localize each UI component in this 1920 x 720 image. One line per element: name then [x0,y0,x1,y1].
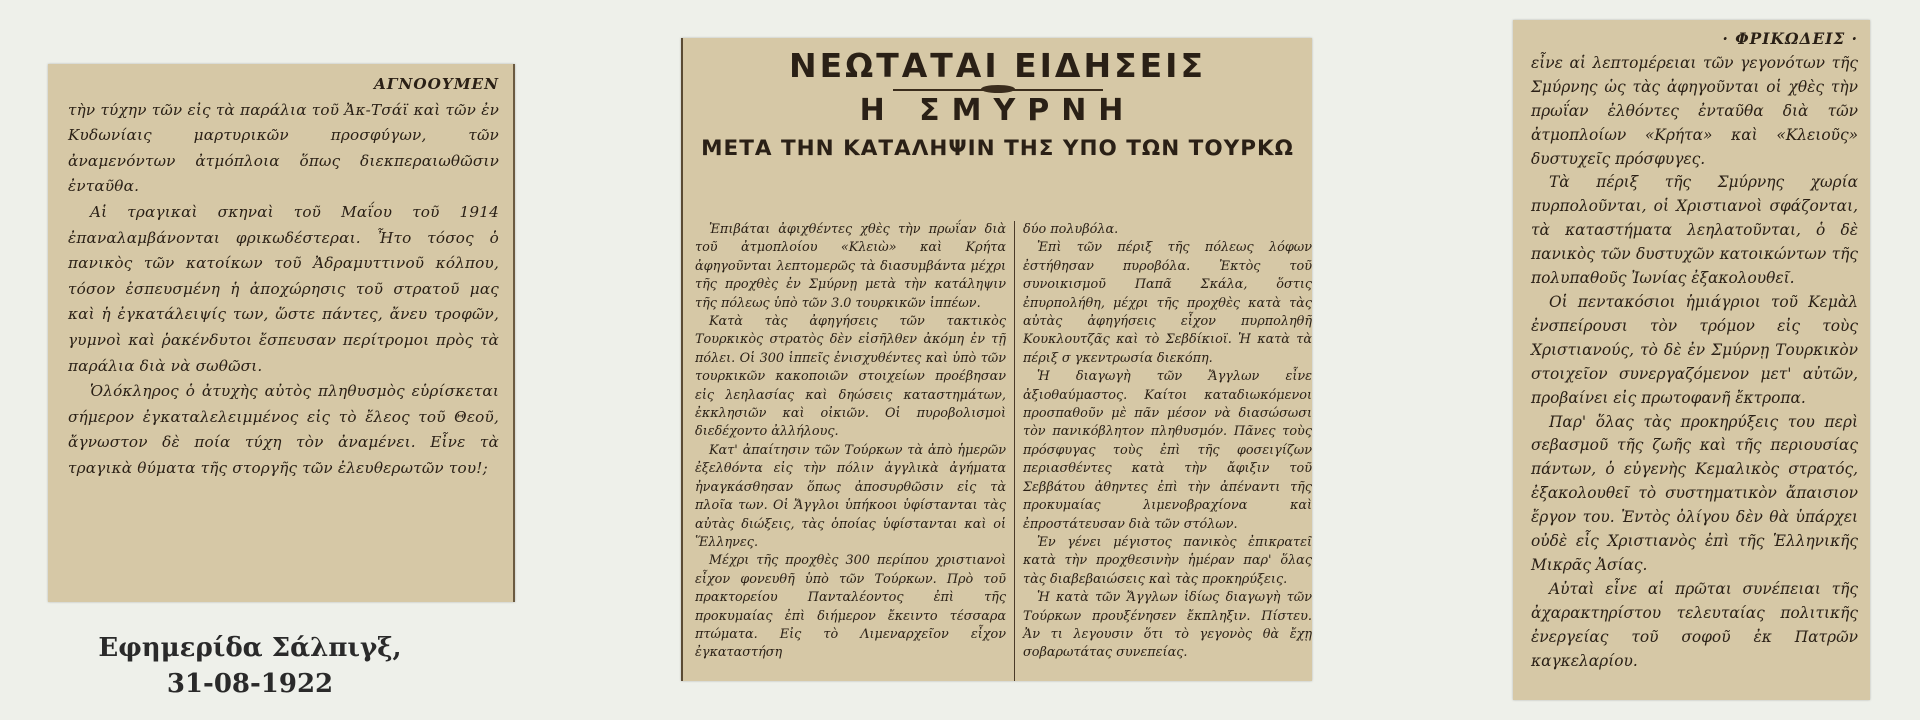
clipping-right-paragraph: Παρ' ὅλας τὰς προκηρύξεις του περὶ σεβασμοῦ τῆς ζωῆς καὶ τῆς περιουσίας πάντων, ὁ εὐγενὴς Κεμαλικὸς στρατός, ἐξακολουθεῖ τὸ συστηματικὸν ἄπαισιον ἔργον του. Ἐντὸς ὀλίγου δὲν θὰ ὑπάρχει οὐδὲ εἷς Χριστιανὸς ἐπὶ τῆς Ἑλληνικῆς Μικρᾶς Ἀσίας. [1531,412,1858,574]
article-paragraph: Ἡ διαγωγὴ τῶν Ἄγγλων εἶνε ἀξιοθαύμαστος. Καίτοι καταδιωκόμενοι προσπαθοῦν μὲ πᾶν μέσον νὰ διασώσωσι τὸν πανικόβλητον πληθυσμόν. Πᾶνες τοὺς πρόσφυγας τοὺς ἐπὶ τῆς φοσειγίζων περιασθέντες κατὰ τὴν ἄφιξιν τοῦ Σεββάτου ἀθηντες ἐπὶ τὴν ἀπέναντι τῆς προκυμαίας λιμενοβραχίονα καὶ ἐπροστάτευσαν διὰ τῶν στόλων. [1023,369,1312,532]
article-column-1 [695,221,1015,681]
clipping-right-heading: · ΦΡΙΚΩΔΕΙΣ · [1722,30,1858,48]
ornament-divider [893,89,1103,91]
clipping-left-paragraph: τὴν τύχην τῶν εἰς τὰ παράλια τοῦ Ἀκ-Τσάϊ καὶ τῶν ἐν Κυδωνίαις μαρτυρικῶν προσφύγων, τῶν ἀναμενόντων ἀτμόπλοια ὅπως διεκπεραιωθῶσιν ἐνταῦθα. [68,100,499,196]
clipping-right-paragraph: εἶνε αἱ λεπτομέρειαι τῶν γεγονότων τῆς Σμύρνης ὡς τὰς ἀφηγοῦνται οἱ χθὲς τὴν πρωΐαν ἐλθόντες ἐνταῦθα διὰ τῶν ἀτμοπλοίων «Κρήτα» καὶ «Κλειοῦς» δυστυχεῖς πρόσφυγες. [1531,53,1858,168]
article-paragraph: Ἡ κατὰ τῶν Ἄγγλων ἰδίως διαγωγὴ τῶν Τούρκων προυξένησεν ἔκπληξιν. Πίστευ. Ἀν τι λεγουσιν ὅτι τὸ γεγονὸς θὰ ἔχῃ σοβαρωτάτας συνεπείας. [1023,590,1312,661]
clipping-middle [681,38,1312,681]
article-paragraph: δύο πολυβόλα. [1023,222,1119,237]
article-paragraph: Ἐν γένει μέγιστος πανικὸς ἐπικρατεῖ κατὰ τὴν προχθεσινὴν ἡμέραν παρ' ὅλας τὰς διαβεβαιώσεις καὶ τὰς προκηρύξεις. [1023,534,1312,587]
clipping-left-paragraph: Αἱ τραγικαὶ σκηναὶ τοῦ Μαΐου τοῦ 1914 ἐπαναλαμβάνονται φρικωδέστεραι. Ἦτο τόσος ὁ πανικὸς τῶν κατοίκων τοῦ Ἀδραμυττινοῦ κόλπου, τόσον ἐσπευσμένη ἡ ἀποχώρησις τοῦ στρατοῦ μας καὶ ἡ ἐγκατάλειψίς των, ὥστε πάντες, ἄνευ τροφῶν, γυμνοὶ καὶ ῥακένδυτοι ἔσπευσαν περίτρομοι πρὸς τὰ παράλια διὰ νὰ σωθῶσι. [68,202,499,375]
article-column-2 [1015,221,1312,681]
article-headline: Η ΣΜΥΡΝΗ [859,93,1136,128]
clipping-left-paragraph: Ὁλόκληρος ὁ ἀτυχὴς αὐτὸς πληθυσμὸς εὑρίσκεται σήμερον ἐγκαταλελειμμένος εἰς τὸ ἔλεος τοῦ Θεοῦ, ἄγνωστον δὲ ποία τύχη τὸν ἀναμένει. Εἶνε τὰ τραγικὰ θύματα τῆς στοργῆς τῶν ἐλευθερωτῶν του!; [68,382,499,477]
clipping-right-paragraph: Τὰ πέριξ τῆς Σμύρνης χωρία πυρπολοῦνται, οἱ Χριστιανοὶ σφάζονται, τὰ καταστήματα λεηλατοῦνται, ὁ δὲ πανικὸς τῶν δυστυχῶν κατοικώντων τῆς πολυπαθοῦς Ἰωνίας ἐξακολουθεῖ. [1531,173,1858,288]
article-paragraph: Κατὰ τὰς ἀφηγήσεις τῶν τακτικὸς Τουρκικὸς στρατὸς δὲν εἰσῆλθεν ἀκόμη ἐν τῇ πόλει. Οἱ 300 ἱππεῖς ἐνισχυθέντες καὶ ὑπὸ τῶν τουρκικῶν κακοποιῶν στοιχείων προέβησαν εἰς λεηλασίας καὶ δηώσεις καταστημάτων, ἐκκλησιῶν καὶ οἰκιῶν. Οἱ πυροβολισμοὶ διεδέχοντο ἀλλήλους. [695,314,1006,440]
article-paragraph: Ἐπὶ τῶν πέριξ τῆς πόλεως λόφων ἐστήθησαν πυροβόλα. Ἐκτὸς τοῦ συνοικισμοῦ Παπᾶ Σκάλα, ὅστις ἐπυρπολήθη, μέχρι τῆς προχθὲς κατὰ τὰς αὐτὰς ἀφηγήσεις εἶχον πυρποληθῆ Κουκλουτζᾶς καὶ τὸ Σεβδίκιοϊ. Ἡ κατὰ τὰ πέριξ σ γκεντρωσία διεκόπη. [1023,240,1312,366]
article-paragraph: Κατ' ἀπαίτησιν τῶν Τούρκων τὰ ἀπὸ ἡμερῶν ἐξελθόντα εἰς τὴν πόλιν ἀγγλικὰ ἀγήματα ἠναγκάσθησαν ὅπως ἀποσυρθῶσιν εἰς τὰ πλοῖα των. Οἱ Ἄγγλοι ὑπήκοοι ὑφίστανται τὰς αὐτὰς διώξεις, τὰς ὁποίας ὑφίστανται καὶ οἱ Ἕλληνες. [695,442,1006,550]
source-caption [60,630,440,702]
article-paragraph: Μέχρι τῆς προχθὲς 300 περίπου χριστιανοὶ εἶχον φονευθῆ ὑπὸ τῶν Τούρκων. Πρὸ τοῦ πρακτορείου Πανταλέοντος ἐπὶ τῆς προκυμαίας ἐπὶ διήμερον ἔκειντο τέσσαρα πτώματα. Εἰς τὸ Λιμεναρχεῖον εἶχον ἐγκαταστήση [695,553,1006,661]
clipping-right [1513,20,1870,700]
caption-date: 31-08-1922 [166,669,334,699]
clipping-right-paragraph: Οἱ πεντακόσιοι ἡμιάγριοι τοῦ Κεμὰλ ἐνσπείρουσι τὸν τρόμον εἰς τοὺς Χριστιανούς, τὸ δὲ ἐν Σμύρνῃ Τουρκικὸν στοιχεῖον συνεργαζόμενον μετ' αὐτῶν, προβαίνει εἰς πρωτοφανῆ ἔκτροπα. [1531,292,1858,407]
article-paragraph: Ἐπιβάται ἀφιχθέντες χθὲς τὴν πρωΐαν διὰ τοῦ ἀτμοπλοίου «Κλειὼ» καὶ Κρήτα ἀφηγοῦνται λεπτομερῶς τὰ διασυμβάντα μέχρι τῆς προχθὲς ἐν Σμύρνῃ μετὰ τὴν κατάληψιν τῆς πόλεως ὑπὸ τῶν 3.0 τουρκικῶν ἱππέων. [695,222,1006,311]
clipping-left [48,64,515,602]
article-subheadline: ΜΕΤΑ ΤΗΝ ΚΑΤΑΛΗΨΙΝ ΤΗΣ ΥΠΟ ΤΩΝ ΤΟΥΡΚΩ [701,136,1294,161]
section-title: ΝΕΩΤΑΤΑΙ ΕΙΔΗΣΕΙΣ [789,46,1206,85]
clipping-left-heading: ΑΓΝΟΟΥΜΕΝ [373,75,499,93]
clipping-right-paragraph: Αὐταὶ εἶνε αἱ πρῶται συνέπειαι τῆς ἀχαρακτηρίστου τελευταίας πολιτικῆς ἐνεργείας τοῦ σοφοῦ ἐκ Πατρῶν καγκελαρίου. [1531,579,1858,670]
caption-newspaper: Εφημερίδα Σάλπιγξ, [98,633,402,663]
article-columns [695,221,1312,681]
